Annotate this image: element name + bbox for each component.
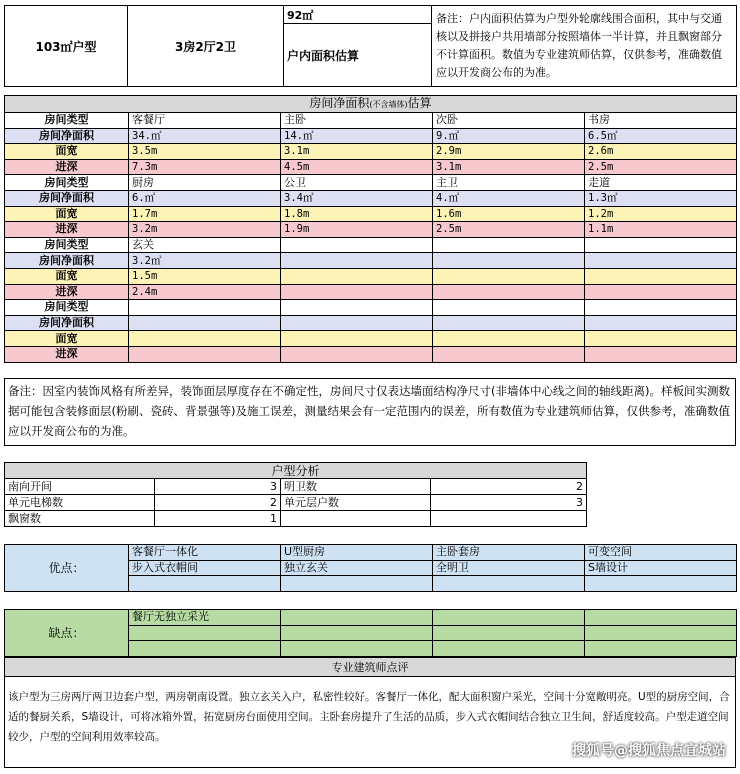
analysis-label: 单元电梯数 xyxy=(5,495,155,511)
layout-analysis-table xyxy=(4,462,587,527)
room-cell: 6.㎡ xyxy=(129,190,281,206)
row-label-area: 房间净面积 xyxy=(5,190,129,206)
room-cell: 2.5m xyxy=(585,159,737,175)
room-cell: 1.5m xyxy=(129,268,281,284)
analysis-value: 1 xyxy=(155,511,281,527)
analysis-row xyxy=(5,495,587,511)
pros-item: 客餐厅一体化 xyxy=(129,545,281,561)
interior-area-label: 户内面积估算 xyxy=(284,24,432,87)
room-cell: 厨房 xyxy=(129,175,281,191)
room-cell: 3.1m xyxy=(281,144,433,160)
room-cell: 玄关 xyxy=(129,237,281,253)
analysis-label: 单元层户数 xyxy=(281,495,431,511)
room-cell: 1.1m xyxy=(585,222,737,238)
room-cell: 3.4㎡ xyxy=(281,190,433,206)
room-cell: 主卫 xyxy=(433,175,585,191)
pros-item: 步入式衣帽间 xyxy=(129,560,281,576)
room-cell: 主卧 xyxy=(281,113,433,129)
room-cell xyxy=(281,284,433,300)
analysis-row xyxy=(5,511,587,527)
room-cell: 书房 xyxy=(585,113,737,129)
room-cell: 34.㎡ xyxy=(129,128,281,144)
pros-item: 可变空间 xyxy=(585,545,737,561)
room-cell: 次卧 xyxy=(433,113,585,129)
row-label-type: 房间类型 xyxy=(5,113,129,129)
pros-item: 主卧套房 xyxy=(433,545,585,561)
room-cell: 1.7m xyxy=(129,206,281,222)
row-label-area: 房间净面积 xyxy=(5,128,129,144)
pros-item: U型厨房 xyxy=(281,545,433,561)
measurement-note: 备注：因室内装饰风格有所差异，装饰面层厚度存在不确定性，房间尺寸仅表达墙面结构净尺寸(非墙体中心线之间的轴线距离)。样板间实测数据可能包含装修面层(粉刷、瓷砖、背景强等)及施工误差，测量结果会有一定范围内的误差，所有数值为专业建筑师估算，仅供参考，准确数值应以开发商公布的为准。 xyxy=(4,378,736,446)
room-row-depth xyxy=(5,159,737,175)
row-label-width: 面宽 xyxy=(5,268,129,284)
room-cell: 6.5㎡ xyxy=(585,128,737,144)
row-label-width: 面宽 xyxy=(5,144,129,160)
room-cell xyxy=(129,331,281,347)
area-note: 备注：户内面积估算为户型外轮廓线围合面积，其中与交通核以及拼接户共用墙部分按照墙体一半计算，并且飘窗部分不计算面积。数值为专业建筑师估算，仅供参考，准确数值应以开发商公布的为准。 xyxy=(432,6,737,87)
cons-item xyxy=(281,625,433,641)
room-row-type xyxy=(5,237,737,253)
row-label-area: 房间净面积 xyxy=(5,253,129,269)
room-row-area xyxy=(5,190,737,206)
analysis-label: 飘窗数 xyxy=(5,511,155,527)
room-row-type xyxy=(5,300,737,316)
analysis-value: 2 xyxy=(431,479,587,495)
room-cell xyxy=(433,237,585,253)
cons-item xyxy=(585,641,737,657)
pros-item: 全明卫 xyxy=(433,560,585,576)
pros-item: S墙设计 xyxy=(585,560,737,576)
room-row-type xyxy=(5,175,737,191)
room-cell: 3.5m xyxy=(129,144,281,160)
room-cell xyxy=(433,346,585,362)
room-cell xyxy=(281,315,433,331)
pros-item xyxy=(281,576,433,592)
room-cell: 1.3㎡ xyxy=(585,190,737,206)
cons-item xyxy=(281,641,433,657)
room-cell: 2.5m xyxy=(433,222,585,238)
room-cell: 3.2m xyxy=(129,222,281,238)
room-cell: 2.9m xyxy=(433,144,585,160)
room-row-type xyxy=(5,113,737,129)
analysis-value: 2 xyxy=(155,495,281,511)
room-cell xyxy=(281,253,433,269)
room-cell xyxy=(281,331,433,347)
unit-type: 103㎡户型 xyxy=(5,6,128,87)
pros-item xyxy=(585,576,737,592)
cons-item xyxy=(433,625,585,641)
room-cell xyxy=(433,300,585,316)
row-label-type: 房间类型 xyxy=(5,175,129,191)
room-cell: 2.6m xyxy=(585,144,737,160)
room-cell xyxy=(281,268,433,284)
analysis-row xyxy=(5,479,587,495)
room-row-depth xyxy=(5,346,737,362)
room-cell: 4.㎡ xyxy=(433,190,585,206)
room-cell xyxy=(433,284,585,300)
room-cell xyxy=(433,268,585,284)
room-cell: 1.6m xyxy=(433,206,585,222)
row-label-depth: 进深 xyxy=(5,159,129,175)
room-cell xyxy=(585,284,737,300)
room-cell xyxy=(585,331,737,347)
cons-item xyxy=(585,610,737,626)
room-cell: 公卫 xyxy=(281,175,433,191)
analysis-label xyxy=(281,511,431,527)
room-cell: 走道 xyxy=(585,175,737,191)
room-cell: 客餐厅 xyxy=(129,113,281,129)
room-cell: 1.2m xyxy=(585,206,737,222)
analysis-value xyxy=(431,511,587,527)
room-cell: 4.5m xyxy=(281,159,433,175)
review-title: 专业建筑师点评 xyxy=(5,658,735,677)
row-label-depth: 进深 xyxy=(5,284,129,300)
room-row-area xyxy=(5,128,737,144)
room-row-area xyxy=(5,253,737,269)
layout-type: 3房2厅2卫 xyxy=(128,6,284,87)
room-row-width xyxy=(5,206,737,222)
review-text: 该户型为三房两厅两卫边套户型，两房朝南设置。独立玄关入户，私密性较好。客餐厅一体化，配大面积窗户采光，空间十分宽敞明亮。U型的厨房空间，合适的餐厨关系，S墙设计，可将冰箱外置，拓宽厨房台面使用空间。主卧套房提升了生活的品质，步入式衣帽间结合独立卫生间，舒适度较高。户型走道空间较少，户型的空间利用效率较高。 xyxy=(8,691,730,743)
cons-item xyxy=(129,641,281,657)
room-cell xyxy=(281,300,433,316)
cons-item xyxy=(281,610,433,626)
pros-label: 优点： xyxy=(5,545,129,592)
room-cell xyxy=(585,237,737,253)
room-cell xyxy=(433,331,585,347)
analysis-value: 3 xyxy=(431,495,587,511)
room-cell: 9.㎡ xyxy=(433,128,585,144)
analysis-label: 明卫数 xyxy=(281,479,431,495)
room-cell: 3.2㎡ xyxy=(129,253,281,269)
summary-table xyxy=(4,5,737,87)
row-label-width: 面宽 xyxy=(5,206,129,222)
pros-item: 独立玄关 xyxy=(281,560,433,576)
room-cell: 2.4m xyxy=(129,284,281,300)
pros-table xyxy=(4,544,737,592)
cons-item: 餐厅无独立采光 xyxy=(129,610,281,626)
cons-item xyxy=(129,625,281,641)
room-cell xyxy=(585,300,737,316)
cons-item xyxy=(433,610,585,626)
watermark: 搜狐号@搜狐焦点宜城站 xyxy=(572,743,726,759)
interior-area-value: 92㎡ xyxy=(284,6,432,24)
room-area-table xyxy=(4,95,737,363)
row-label-type: 房间类型 xyxy=(5,237,129,253)
room-row-depth xyxy=(5,284,737,300)
row-label-type: 房间类型 xyxy=(5,300,129,316)
room-row-area xyxy=(5,315,737,331)
pros-item xyxy=(433,576,585,592)
cons-row xyxy=(5,610,737,626)
pros-row xyxy=(5,545,737,561)
cons-table xyxy=(4,609,737,657)
room-cell xyxy=(281,237,433,253)
room-table-title: 房间净面积(不含墙体)估算 xyxy=(5,96,737,113)
analysis-value: 3 xyxy=(155,479,281,495)
room-row-depth xyxy=(5,222,737,238)
row-label-width: 面宽 xyxy=(5,331,129,347)
room-row-width xyxy=(5,331,737,347)
cons-label: 缺点： xyxy=(5,610,129,657)
room-cell: 1.9m xyxy=(281,222,433,238)
room-cell xyxy=(433,315,585,331)
analysis-title: 户型分析 xyxy=(5,463,587,479)
row-label-area: 房间净面积 xyxy=(5,315,129,331)
room-cell: 7.3m xyxy=(129,159,281,175)
room-cell xyxy=(433,253,585,269)
room-cell xyxy=(281,346,433,362)
room-cell xyxy=(585,268,737,284)
room-cell xyxy=(585,253,737,269)
analysis-label: 南向开间 xyxy=(5,479,155,495)
room-cell: 3.1m xyxy=(433,159,585,175)
room-cell xyxy=(129,300,281,316)
room-cell: 14.㎡ xyxy=(281,128,433,144)
room-row-width xyxy=(5,144,737,160)
room-cell xyxy=(585,346,737,362)
room-cell: 1.8m xyxy=(281,206,433,222)
row-label-depth: 进深 xyxy=(5,222,129,238)
cons-item xyxy=(585,625,737,641)
room-row-width xyxy=(5,268,737,284)
pros-item xyxy=(129,576,281,592)
room-cell xyxy=(585,315,737,331)
room-cell xyxy=(129,315,281,331)
room-cell xyxy=(129,346,281,362)
row-label-depth: 进深 xyxy=(5,346,129,362)
cons-item xyxy=(433,641,585,657)
